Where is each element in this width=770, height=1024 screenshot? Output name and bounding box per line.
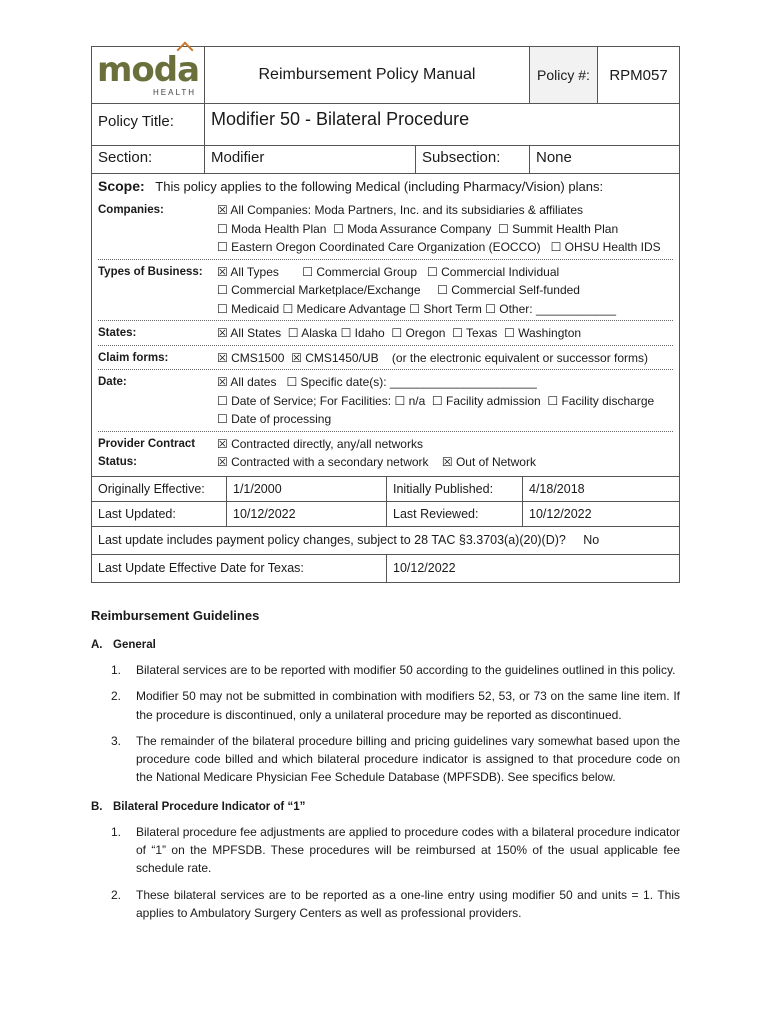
scope-group xyxy=(98,260,673,322)
policy-title-label: Policy Title: xyxy=(92,104,205,145)
section-title: Bilateral Procedure Indicator of “1” xyxy=(113,800,306,813)
item-number: 1. xyxy=(111,824,122,839)
manual-title: Reimbursement Policy Manual xyxy=(205,47,530,103)
scope-group-options xyxy=(217,435,673,472)
item-text: Bilateral procedure fee adjustments are applied to procedure codes with a bilateral procedure indicator of “1” on the MPFSDB. These procedures will be reimbursed at 150% of the usual applicable fee schedule rate. xyxy=(136,824,680,876)
scope-group-options xyxy=(217,263,673,319)
scope-group xyxy=(98,346,673,371)
checkbox-option-line: ☐ Commercial Marketplace/Exchange ☐ Commercial Self-funded xyxy=(217,283,580,297)
section-value: Modifier xyxy=(205,146,416,173)
last-reviewed-label: Last Reviewed: xyxy=(387,502,523,526)
policy-number: RPM057 xyxy=(609,66,668,84)
subsection-label: Subsection: xyxy=(416,146,530,173)
checkbox-option-line: ☐ Eastern Oregon Coordinated Care Organization (EOCCO) ☐ OHSU Health IDS xyxy=(217,240,661,254)
initially-published-value: 4/18/2018 xyxy=(529,481,585,496)
scope-group-options xyxy=(217,324,673,343)
item-number: 2. xyxy=(111,689,122,704)
checkbox-option-line: ☒ All States ☐ Alaska ☐ Idaho ☐ Oregon ☐ Texas ☐ Washington xyxy=(217,326,582,340)
policy-number-label: Policy #: xyxy=(530,47,598,103)
guideline-item xyxy=(111,886,680,923)
checkbox-option-line: ☒ All dates ☐ Specific date(s): ______________________ xyxy=(217,375,537,389)
scope-group-label: Provider Contract Status: xyxy=(98,437,196,468)
initially-published-label: Initially Published: xyxy=(387,477,523,501)
section-label: Section: xyxy=(92,146,205,173)
scope-group xyxy=(98,370,673,432)
checkbox-option-line: ☐ Medicaid ☐ Medicare Advantage ☐ Short Term ☐ Other: ____________ xyxy=(217,301,617,316)
scope-group xyxy=(98,432,673,474)
scope-group-label: States: xyxy=(98,327,137,339)
moda-health-logo: moda HEALTH xyxy=(92,47,205,103)
originally-effective-value: 1/1/2000 xyxy=(227,477,387,501)
scope-group xyxy=(98,198,673,260)
checkbox-option-line: ☒ All Types ☐ Commercial Group ☐ Commercial Individual xyxy=(217,264,560,279)
scope-group-label: Date: xyxy=(98,376,127,388)
scope-group-label: Companies: xyxy=(98,204,164,216)
policy-title: Modifier 50 - Bilateral Procedure xyxy=(211,109,470,129)
guideline-sections xyxy=(91,639,680,922)
checkbox-option-line: ☒ Contracted directly, any/all networks xyxy=(217,436,423,451)
section-letter: A. xyxy=(91,639,103,651)
texas-effective-value: 10/12/2022 xyxy=(393,561,456,575)
policy-header-table xyxy=(91,46,680,583)
scope-group-options xyxy=(217,201,673,257)
last-updated-value: 10/12/2022 xyxy=(227,502,387,526)
subsection-value: None xyxy=(536,149,572,166)
scope-groups xyxy=(98,198,673,474)
texas-payment-question: Last update includes payment policy changes, subject to 28 TAC §3.3703(a)(20)(D)? No xyxy=(98,533,600,547)
scope-block xyxy=(91,174,680,477)
checkbox-option-line: ☐ Date of processing xyxy=(217,412,332,426)
item-number: 2. xyxy=(111,887,122,902)
scope-group xyxy=(98,321,673,346)
guideline-section-heading xyxy=(91,639,680,651)
reimbursement-guidelines xyxy=(91,608,680,930)
scope-group-options xyxy=(217,373,673,429)
scope-group-options xyxy=(217,349,673,368)
item-text: These bilateral services are to be reported as a one-line entry using modifier 50 and units = 1. This applies to Ambulatory Surgery Centers as well as professional providers. xyxy=(136,887,680,920)
last-updated-label: Last Updated: xyxy=(92,502,227,526)
item-number: 1. xyxy=(111,663,122,677)
item-text: Modifier 50 may not be submitted in combination with modifiers 52, 53, or 73 on the same line item. If the procedure is discontinued, only a unilateral procedure may be reported as discontinued. xyxy=(136,689,680,722)
checkbox-option-line: ☐ Moda Health Plan ☐ Moda Assurance Company ☐ Summit Health Plan xyxy=(217,221,619,236)
scope-group-label: Types of Business: xyxy=(98,265,203,278)
guideline-item xyxy=(111,661,680,679)
last-reviewed-value: 10/12/2022 xyxy=(529,506,592,521)
originally-effective-label: Originally Effective: xyxy=(92,477,227,501)
section-letter: B. xyxy=(91,800,103,813)
guidelines-heading: Reimbursement Guidelines xyxy=(91,608,260,623)
item-text: Bilateral services are to be reported with modifier 50 according to the guidelines outlined in this policy. xyxy=(136,663,676,677)
guideline-section-heading xyxy=(91,801,680,813)
checkbox-option-line: ☒ CMS1500 ☒ CMS1450/UB (or the electronic equivalent or successor forms) xyxy=(217,350,649,365)
checkbox-option-line: ☒ All Companies: Moda Partners, Inc. and its subsidiaries & affiliates xyxy=(217,203,584,217)
guideline-item xyxy=(111,687,680,724)
checkbox-option-line: ☐ Date of Service; For Facilities: ☐ n/a ☐ Facility admission ☐ Facility discharge xyxy=(217,393,655,408)
guideline-item xyxy=(111,732,680,787)
checkbox-option-line: ☒ Contracted with a secondary network ☒ Out of Network xyxy=(217,455,536,469)
texas-effective-label: Last Update Effective Date for Texas: xyxy=(92,555,387,582)
scope-line: Scope: This policy applies to the following Medical (including Pharmacy/Vision) plans: xyxy=(98,178,604,194)
section-title: General xyxy=(113,639,156,651)
guideline-item xyxy=(111,823,680,878)
item-number: 3. xyxy=(111,733,122,748)
item-text: The remainder of the bilateral procedure billing and pricing guidelines vary somewhat based upon the procedure code billed and which bilateral procedure indicator is assigned to that procedure code on the National Medicare Physician Fee Schedule Database (MPFSDB). See specifics below. xyxy=(136,733,680,785)
scope-group-label: Claim forms: xyxy=(98,351,169,364)
